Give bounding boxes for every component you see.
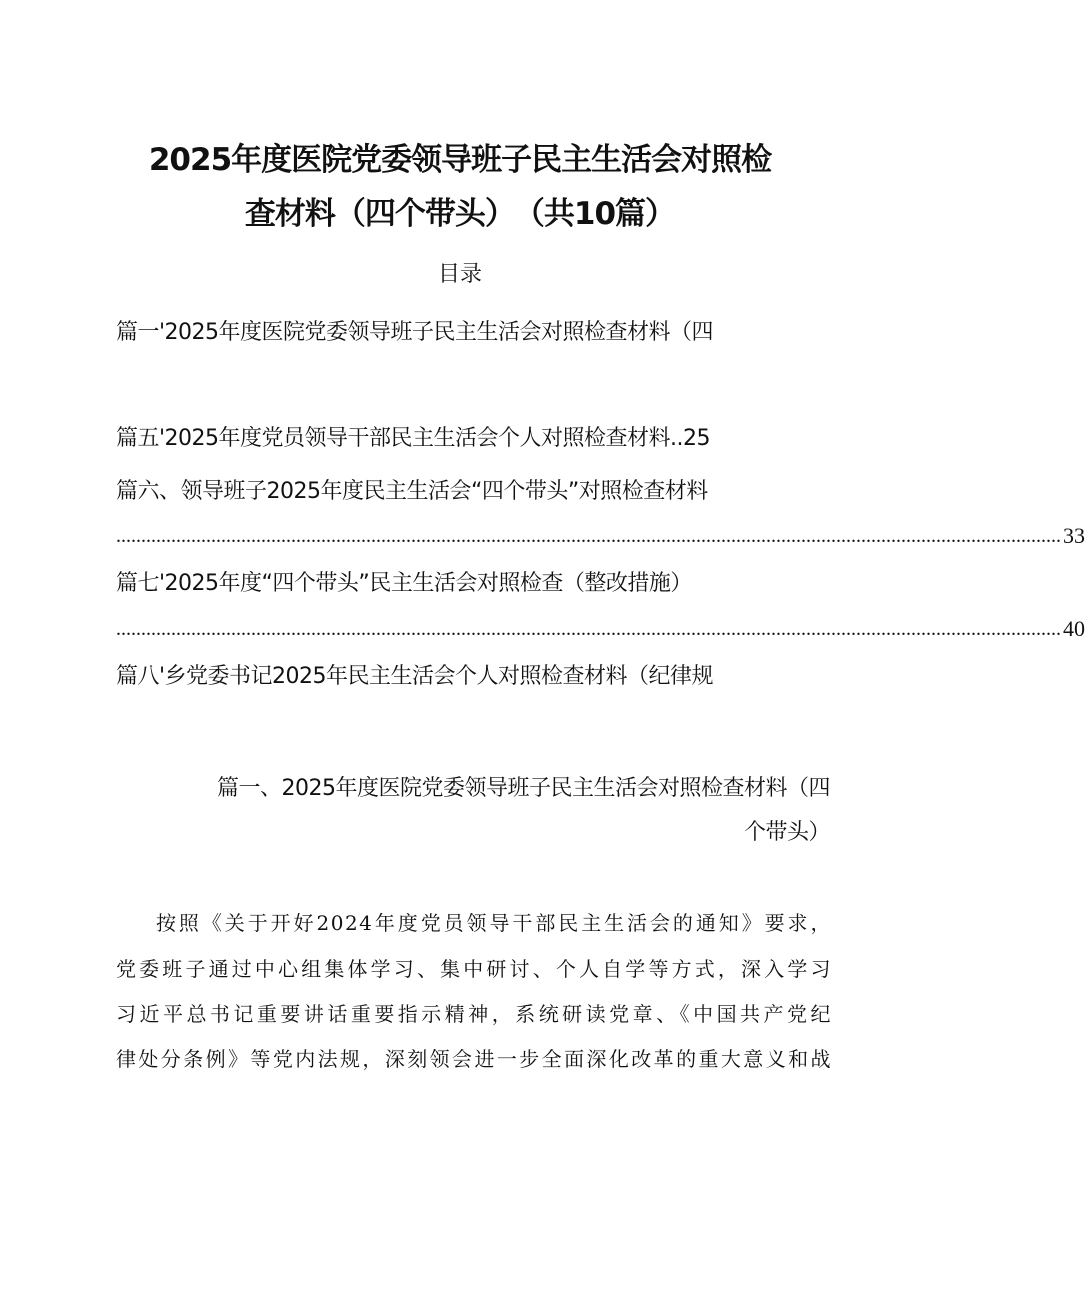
toc-entry-5[interactable]: 篇五'2025年度党员领导干部民主生活会个人对照检查材料..25 [116,426,711,451]
toc-entry-6[interactable]: 篇六、领导班子2025年度民主生活会“四个带头”对照检查材料 [116,479,708,504]
toc-dot-leader: ............................................................................................................................................................................................. [116,525,1061,547]
toc-heading: 目录 [437,262,482,287]
toc-entry-7[interactable]: 篇七'2025年度“四个带头”民主生活会对照检查（整改措施） [116,571,692,596]
document-title-line-2: 查材料（四个带头） （共10篇） [244,196,676,232]
toc-entry-1[interactable]: 篇一'2025年度医院党委领导班子民主生活会对照检查材料（四 [116,320,714,345]
section-heading-line-1: 篇一、2025年度医院党委领导班子民主生活会对照检查材料（四 [217,776,830,801]
section-heading-line-2: 个带头） [743,820,830,845]
body-paragraph-line-3: 习近平总书记重要讲话重要指示精神，系统研读党章、《中国共产党纪 [116,1002,832,1026]
toc-leader-7 [116,614,1085,644]
document-title-line-1: 2025年度医院党委领导班子民主生活会对照检 [148,142,772,178]
body-paragraph-line-4: 律处分条例》等党内法规，深刻领会进一步全面深化改革的重大意义和战 [116,1047,832,1071]
body-paragraph-line-2: 党委班子通过中心组集体学习、集中研讨、个人自学等方式，深入学习 [116,957,832,981]
toc-page-number-6: 33 [1063,523,1085,548]
toc-leader-6 [116,521,1085,551]
toc-entry-8[interactable]: 篇八'乡党委书记2025年民主生活会个人对照检查材料（纪律规 [116,664,714,689]
body-paragraph-line-1: 按照《关于开好2024年度党员领导干部民主生活会的通知》要求， [156,911,832,935]
toc-dot-leader: ............................................................................................................................................................................................. [116,618,1061,640]
toc-page-number-7: 40 [1063,616,1085,641]
